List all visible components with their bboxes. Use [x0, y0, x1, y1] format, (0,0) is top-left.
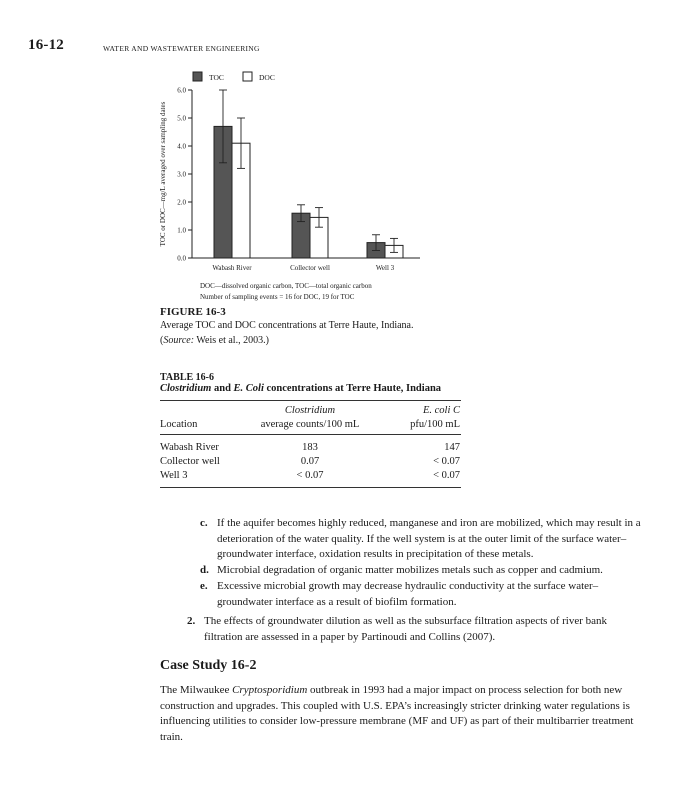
y-axis-label: TOC or DOC—mg/L averaged over sampling dates [159, 101, 167, 247]
cell-clostridium: 0.07 [300, 456, 320, 467]
legend-label: DOC [259, 73, 275, 82]
col3-header-line2: pfu/100 mL [410, 419, 460, 430]
list-item-e [200, 579, 647, 610]
page-number: 16-12 [28, 37, 64, 53]
running-title: WATER AND WASTEWATER ENGINEERING [103, 44, 260, 53]
x-tick-label: Wabash River [212, 264, 252, 272]
figure-caption: Average TOC and DOC concentrations at Terre Haute, Indiana. [160, 320, 414, 331]
col2-header-line2: average counts/100 mL [260, 419, 360, 430]
col3-header-line1: E. coli C [422, 405, 460, 416]
cell-location: Wabash River [160, 442, 219, 453]
table-header-rule [160, 434, 461, 435]
list-text: Excessive microbial growth may decrease hydraulic conductivity at the surface water–groundwater interface as a result of biofilm formation. [217, 580, 599, 608]
list-marker: 2. [187, 615, 196, 627]
case-study-heading: Case Study 16-2 [160, 658, 257, 673]
y-tick-label: 0.0 [177, 254, 186, 263]
y-tick-label: 6.0 [177, 86, 186, 95]
legend-label: TOC [209, 73, 224, 82]
cell-clostridium: < 0.07 [296, 470, 324, 481]
x-tick-label: Well 3 [375, 264, 395, 272]
legend-swatch [193, 72, 202, 81]
list-text: Microbial degradation of organic matter mobilizes metals such as copper and cadmium. [217, 564, 603, 576]
list-text: If the aquifer becomes highly reduced, manganese and iron are mobilized, which may result in a deterioration of the water quality. If the well system is at the outer limit of the surface water–groundwater interface, oxidation results in precipitation of these metals. [217, 517, 641, 560]
list-text: The effects of groundwater dilution as well as the subsurface filtration aspects of river bank filtration are assessed in a paper by Partinoudi and Collins (2007). [204, 615, 607, 643]
cell-ecoli: < 0.07 [433, 456, 460, 467]
table-label: TABLE 16-6 [160, 372, 214, 383]
y-tick-label: 1.0 [177, 226, 186, 235]
chart-note: Number of sampling events = 16 for DOC, 19 for TOC [200, 293, 355, 301]
bar-chart [0, 0, 689, 310]
list-item-d [200, 563, 647, 579]
x-tick-label: Collector well [290, 264, 330, 272]
col2-header-line1: Clostridium [284, 405, 336, 416]
cell-location: Collector well [160, 456, 220, 467]
table-top-rule [160, 400, 461, 401]
chart-note: DOC—dissolved organic carbon, TOC—total organic carbon [200, 282, 372, 290]
figure-label: FIGURE 16-3 [160, 306, 226, 318]
y-tick-label: 3.0 [177, 170, 186, 179]
case-study-paragraph: The Milwaukee Cryptosporidium outbreak in 1993 had a major impact on process selection for both new construction and upgrades. This coupled with U.S. EPA’s increasingly stricter drinking water regulations is influencing utilities to consider low-pressure membrane (MF and UF) as part of their multibarrier treatment train. [160, 684, 634, 743]
y-tick-label: 5.0 [177, 114, 186, 123]
list-marker: c. [200, 517, 208, 529]
list-item-c [200, 516, 647, 563]
cell-ecoli: < 0.07 [433, 470, 460, 481]
table-bottom-rule [160, 487, 461, 488]
table-caption: Clostridium and E. Coli concentrations at Terre Haute, Indiana [160, 383, 442, 394]
y-tick-label: 2.0 [177, 198, 186, 207]
y-tick-label: 4.0 [177, 142, 186, 151]
list-item-2 [187, 614, 638, 645]
legend-swatch [243, 72, 252, 81]
cell-clostridium: 183 [302, 442, 318, 453]
figure-source: (Source: Weis et al., 2003.) [160, 335, 269, 346]
list-marker: e. [200, 580, 208, 592]
cell-location: Well 3 [160, 470, 188, 481]
list-marker: d. [200, 564, 209, 576]
cell-ecoli: 147 [444, 442, 460, 453]
col1-header: Location [160, 419, 198, 430]
